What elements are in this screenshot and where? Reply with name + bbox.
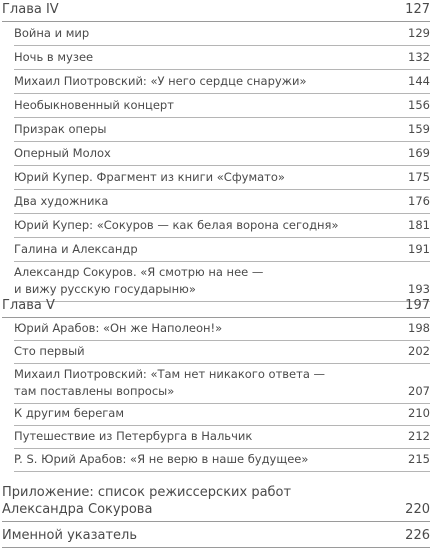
- divider: [14, 471, 430, 472]
- divider: [14, 189, 430, 190]
- entry-title: Юрий Купер: «Сокуров — как белая ворона сегодня»: [14, 218, 339, 232]
- toc-row: [2, 1, 430, 18]
- page-number: 127: [405, 2, 430, 17]
- page-number: 220: [405, 502, 430, 517]
- toc-entry: [14, 451, 430, 468]
- divider: [14, 45, 430, 46]
- toc-row: [2, 484, 430, 518]
- entry-title: Юрий Купер. Фрагмент из книги «Сфумато»: [14, 170, 285, 184]
- page-number: 176: [408, 194, 430, 208]
- chapter-title: Глава IV: [2, 2, 59, 17]
- entry-title: P. S. Юрий Арабов: «Я не верю в наше будущее»: [14, 452, 309, 466]
- appendix-title-line-1: Приложение: список режиссерских работ: [2, 485, 292, 500]
- divider: [2, 521, 430, 522]
- page-number: 193: [408, 282, 430, 296]
- entry-title: Сто первый: [14, 344, 85, 358]
- divider: [14, 363, 430, 364]
- entry-title: Ночь в музее: [14, 50, 94, 64]
- entry-title: Оперный Молох: [14, 146, 111, 160]
- divider: [14, 117, 430, 118]
- entry-title: Два художника: [14, 194, 109, 208]
- chapter-heading: [2, 1, 430, 18]
- page-number: 159: [408, 122, 430, 136]
- toc-entry: [14, 428, 430, 445]
- entry-title: Путешествие из Петербурга в Нальчик: [14, 429, 253, 443]
- page-number: 129: [408, 26, 430, 40]
- toc-entry: [14, 121, 430, 138]
- divider: [14, 237, 430, 238]
- divider: [14, 340, 430, 341]
- entry-title: Война и мир: [14, 26, 90, 40]
- page-number: 210: [408, 406, 430, 420]
- page-number: 156: [408, 98, 430, 112]
- entry-title-line-2: и вижу русскую государыню»: [14, 282, 196, 296]
- page-number: 215: [408, 452, 430, 466]
- toc-entry: [14, 49, 430, 66]
- divider: [14, 93, 430, 94]
- entry-title-line-1: Михаил Пиотровский: «Там нет никакого ответа —: [14, 367, 326, 381]
- page-number: 226: [405, 528, 430, 543]
- entry-title: Необыкновенный концерт: [14, 98, 174, 112]
- page-number: 207: [408, 384, 430, 398]
- entry-title: Михаил Пиотровский: «У него сердце снаружи»: [14, 74, 307, 88]
- toc-entry: [14, 320, 430, 337]
- appendix-entry: [2, 484, 430, 518]
- entry-title: Галина и Александр: [14, 242, 138, 256]
- divider: [14, 165, 430, 166]
- toc-entry: [14, 193, 430, 210]
- index-entry: [2, 527, 430, 544]
- divider: [2, 21, 430, 22]
- entry-title-line-1: Александр Сокуров. «Я смотрю на нее —: [14, 265, 264, 279]
- page-number: 191: [408, 242, 430, 256]
- toc-entry: [14, 366, 430, 400]
- divider: [14, 213, 430, 214]
- page-number: 144: [408, 74, 430, 88]
- index-title: Именной указатель: [2, 528, 137, 543]
- divider: [2, 317, 430, 318]
- page-number: 181: [408, 218, 430, 232]
- divider: [14, 425, 430, 426]
- page-number: 198: [408, 321, 430, 335]
- divider: [14, 141, 430, 142]
- entry-title: Призрак оперы: [14, 122, 107, 136]
- toc-entry: [14, 405, 430, 422]
- toc-row: [2, 297, 430, 314]
- page-number: 175: [408, 170, 430, 184]
- page-number: 169: [408, 146, 430, 160]
- divider: [14, 448, 430, 449]
- toc-entry: [14, 97, 430, 114]
- divider: [14, 69, 430, 70]
- chapter-heading: [2, 297, 430, 314]
- divider: [14, 403, 430, 404]
- toc-entry: [14, 145, 430, 162]
- page-number: 132: [408, 50, 430, 64]
- toc-entry: [14, 169, 430, 186]
- chapter-title: Глава V: [2, 298, 55, 313]
- entry-title-line-2: там поставлены вопросы»: [14, 384, 175, 398]
- appendix-title-line-2: Александра Сокурова: [2, 502, 153, 517]
- toc-entry: [14, 248, 430, 298]
- toc-row: [2, 527, 430, 544]
- toc-entry: [14, 217, 430, 234]
- entry-title: К другим берегам: [14, 406, 125, 420]
- page-number: 197: [405, 298, 430, 313]
- toc-entry: [14, 25, 430, 42]
- toc-entry: [14, 343, 430, 360]
- divider: [2, 547, 430, 548]
- page-number: 212: [408, 429, 430, 443]
- page-number: 202: [408, 344, 430, 358]
- entry-title: Юрий Арабов: «Он же Наполеон!»: [14, 321, 223, 335]
- toc-entry: [14, 73, 430, 90]
